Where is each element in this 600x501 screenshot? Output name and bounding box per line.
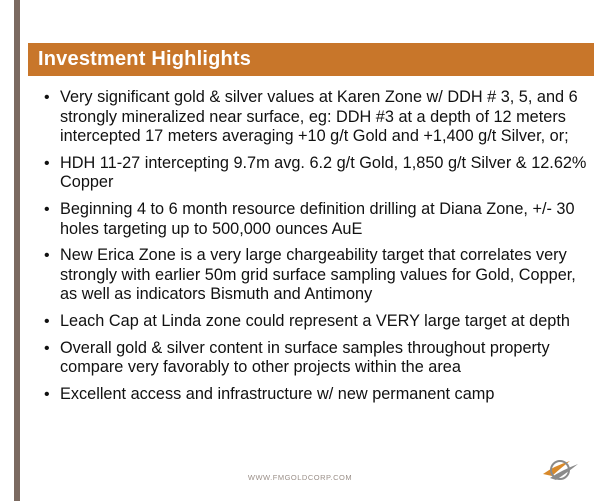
bullet-icon: • xyxy=(44,312,50,330)
list-item xyxy=(42,385,590,405)
list-item-text: Excellent access and infrastructure w/ new permanent camp xyxy=(60,384,495,403)
highlights-list xyxy=(42,88,590,411)
list-item-text: Very significant gold & silver values at Karen Zone w/ DDH # 3, 5, and 6 strongly mineralized near surface, eg: DDH #3 at a depth of 12 meters intercepted 17 meters averaging +10 g/t Gold and +1,400 g/t Silver, or; xyxy=(60,88,578,146)
slide-title: Investment Highlights xyxy=(38,48,252,70)
bullet-icon: • xyxy=(44,200,50,218)
list-item xyxy=(42,312,590,332)
title-bar xyxy=(28,43,594,76)
list-item-text: Leach Cap at Linda zone could represent a VERY large target at depth xyxy=(60,311,570,330)
left-accent-rule xyxy=(14,0,20,501)
bullet-icon: • xyxy=(44,339,50,357)
list-item xyxy=(42,200,590,239)
fm-gold-logo-icon xyxy=(540,452,580,482)
bullet-icon: • xyxy=(44,385,50,403)
list-item xyxy=(42,246,590,305)
bullet-icon: • xyxy=(44,154,50,172)
list-item-text: HDH 11-27 intercepting 9.7m avg. 6.2 g/t Gold, 1,850 g/t Silver & 12.62% Copper xyxy=(60,153,587,192)
list-item-text: Beginning 4 to 6 month resource definition drilling at Diana Zone, +/- 30 holes targeting up to 500,000 ounces AuE xyxy=(60,199,575,238)
footer-url: WWW.FMGOLDCORP.COM xyxy=(247,473,353,482)
list-item-text: New Erica Zone is a very large chargeability target that correlates very strongly with earlier 50m grid surface sampling values for Gold, Copper, as well as indicators Bismuth and Antimony xyxy=(60,246,576,304)
bullet-icon: • xyxy=(44,89,50,106)
bullet-icon: • xyxy=(44,247,50,265)
list-item xyxy=(42,339,590,378)
list-item-text: Overall gold & silver content in surface samples throughout property compare very favorably to other projects within the area xyxy=(60,338,550,377)
list-item xyxy=(42,154,590,193)
list-item xyxy=(42,88,590,147)
